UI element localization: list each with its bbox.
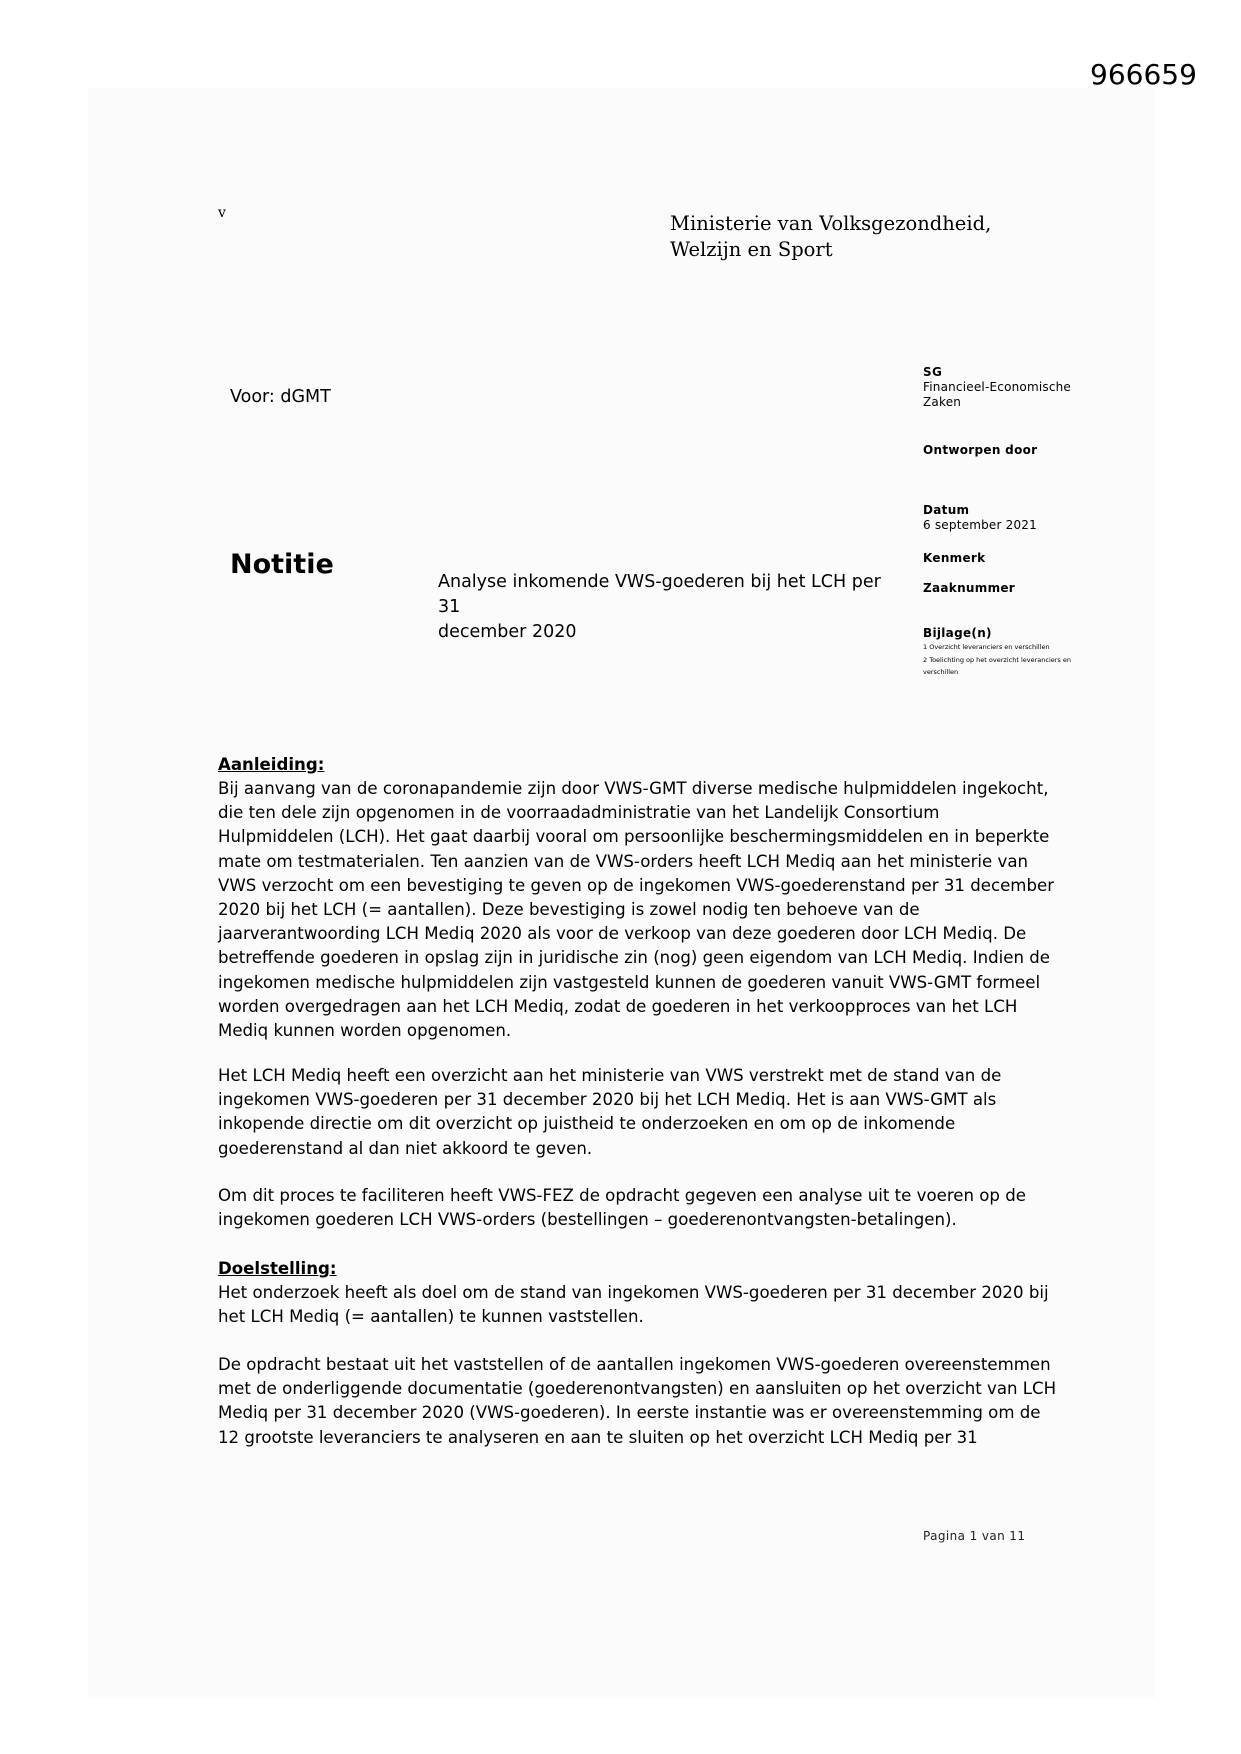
org-label: SG xyxy=(923,365,943,379)
designed-by-label: Ontworpen door xyxy=(923,443,1038,457)
attachment-item-2-line2: verschillen xyxy=(923,668,959,676)
recipient-line: Voor: dGMT xyxy=(230,387,331,407)
sidebar-organisation xyxy=(923,365,1071,410)
paragraph-line: Om dit proces te faciliteren heeft VWS-FEZ de opdracht gegeven een analyse uit te voeren op de xyxy=(218,1186,1026,1205)
section-heading-doelstelling: Doelstelling: xyxy=(218,1259,337,1278)
paragraph-line: Mediq kunnen worden opgenomen. xyxy=(218,1021,512,1041)
paragraph-line: Mediq per 31 december 2020 (VWS-goederen). In eerste instantie was er overeenstemming om de xyxy=(218,1403,1041,1423)
paragraph-line: ingekomen VWS-goederen per 31 december 2020 bij het LCH Mediq. Het is aan VWS-GMT als xyxy=(218,1090,997,1110)
paragraph-3 xyxy=(218,1184,1048,1232)
margin-mark: v xyxy=(218,205,226,221)
paragraph-line: 2020 bij het LCH (= aantallen). Deze bevestiging is zowel nodig ten behoeve van de xyxy=(218,900,920,920)
paragraph-line: Bij aanvang van de coronapandemie zijn door VWS-GMT diverse medische hulpmiddelen ingekocht, xyxy=(218,779,1049,798)
paragraph-line: 12 grootste leveranciers te analyseren en aan te sluiten op het overzicht LCH Mediq per 31 xyxy=(218,1427,978,1447)
paragraph-1 xyxy=(218,777,1055,1043)
paragraph-line: Het LCH Mediq heeft een overzicht aan het ministerie van VWS verstrekt met de stand van de xyxy=(218,1066,1002,1085)
attachment-item-1: 1 Overzicht leveranciers en verschillen xyxy=(923,643,1050,651)
sidebar-date xyxy=(923,503,1037,533)
sidebar-reference xyxy=(923,551,985,566)
paragraph-2 xyxy=(218,1064,1048,1161)
paragraph-5 xyxy=(218,1353,1057,1450)
paragraph-line: het LCH Mediq (= aantallen) te kunnen vaststellen. xyxy=(218,1307,644,1327)
subject xyxy=(438,570,908,645)
sidebar-attachments xyxy=(923,626,1071,679)
paragraph-line: VWS verzocht om een bevestiging te geven op de ingekomen VWS-goederenstand per 31 december xyxy=(218,875,1055,895)
subject-line1: Analyse inkomende VWS-goederen bij het LCH per 31 xyxy=(438,572,881,617)
paragraph-line: die ten dele zijn opgenomen in de voorraadadministratie van het Landelijk Consortium xyxy=(218,803,940,823)
paragraph-line: jaarverantwoording LCH Mediq 2020 als voor de verkoop van deze goederen door LCH Mediq. De xyxy=(218,924,1027,944)
ministry-name-line1: Ministerie van Volksgezondheid, xyxy=(670,212,992,235)
ministry-name-line2: Welzijn en Sport xyxy=(670,238,833,261)
document-number: 966659 xyxy=(1090,58,1197,91)
ministry-letterhead xyxy=(670,211,991,263)
sidebar-case-number xyxy=(923,581,1015,596)
page-number: Pagina 1 van 11 xyxy=(923,1529,1026,1543)
paragraph-line: inkopende directie om dit overzicht op juistheid te onderzoeken en om op de inkomende xyxy=(218,1114,956,1134)
section-heading-aanleiding: Aanleiding: xyxy=(218,755,325,774)
subject-line2: december 2020 xyxy=(438,622,577,642)
paragraph-line: ingekomen goederen LCH VWS-orders (bestellingen – goederenontvangsten-betalingen). xyxy=(218,1210,957,1230)
org-line1: Financieel-Economische xyxy=(923,380,1072,394)
paragraph-4 xyxy=(218,1281,1048,1329)
paragraph-line: mate om testmaterialen. Ten aanzien van de VWS-orders heeft LCH Mediq aan het ministerie van xyxy=(218,851,1029,871)
paragraph-line: Hulpmiddelen (LCH). Het gaat daarbij vooral om persoonlijke beschermingsmiddelen en in beperkte xyxy=(218,827,1050,847)
reference-label: Kenmerk xyxy=(923,551,986,565)
document-type-title: Notitie xyxy=(230,549,334,580)
sidebar-designed-by xyxy=(923,443,1037,458)
attachments-label: Bijlage(n) xyxy=(923,626,992,640)
paragraph-line: ingekomen medische hulpmiddelen zijn vastgesteld kunnen de goederen vanuit VWS-GMT formeel xyxy=(218,972,1041,992)
paragraph-line: met de onderliggende documentatie (goederenontvangsten) en aansluiten op het overzicht van LCH xyxy=(218,1379,1057,1399)
attachment-item-2-line1: 2 Toelichting op het overzicht leveranciers en xyxy=(923,655,1071,664)
paragraph-line: De opdracht bestaat uit het vaststellen of de aantallen ingekomen VWS-goederen overeenstemmen xyxy=(218,1355,1051,1374)
org-line2: Zaken xyxy=(923,395,962,409)
paragraph-line: worden overgedragen aan het LCH Mediq, zodat de goederen in het verkoopproces van het LCH xyxy=(218,996,1018,1016)
paragraph-line: goederenstand al dan niet akkoord te geven. xyxy=(218,1138,593,1158)
date-label: Datum xyxy=(923,503,970,517)
date-value: 6 september 2021 xyxy=(923,518,1037,532)
case-number-label: Zaaknummer xyxy=(923,581,1016,595)
paragraph-line: betreffende goederen in opslag zijn in juridische zin (nog) geen eigendom van LCH Mediq. Indien de xyxy=(218,948,1050,968)
paragraph-line: Het onderzoek heeft als doel om de stand van ingekomen VWS-goederen per 31 december 2020 bij xyxy=(218,1283,1049,1302)
